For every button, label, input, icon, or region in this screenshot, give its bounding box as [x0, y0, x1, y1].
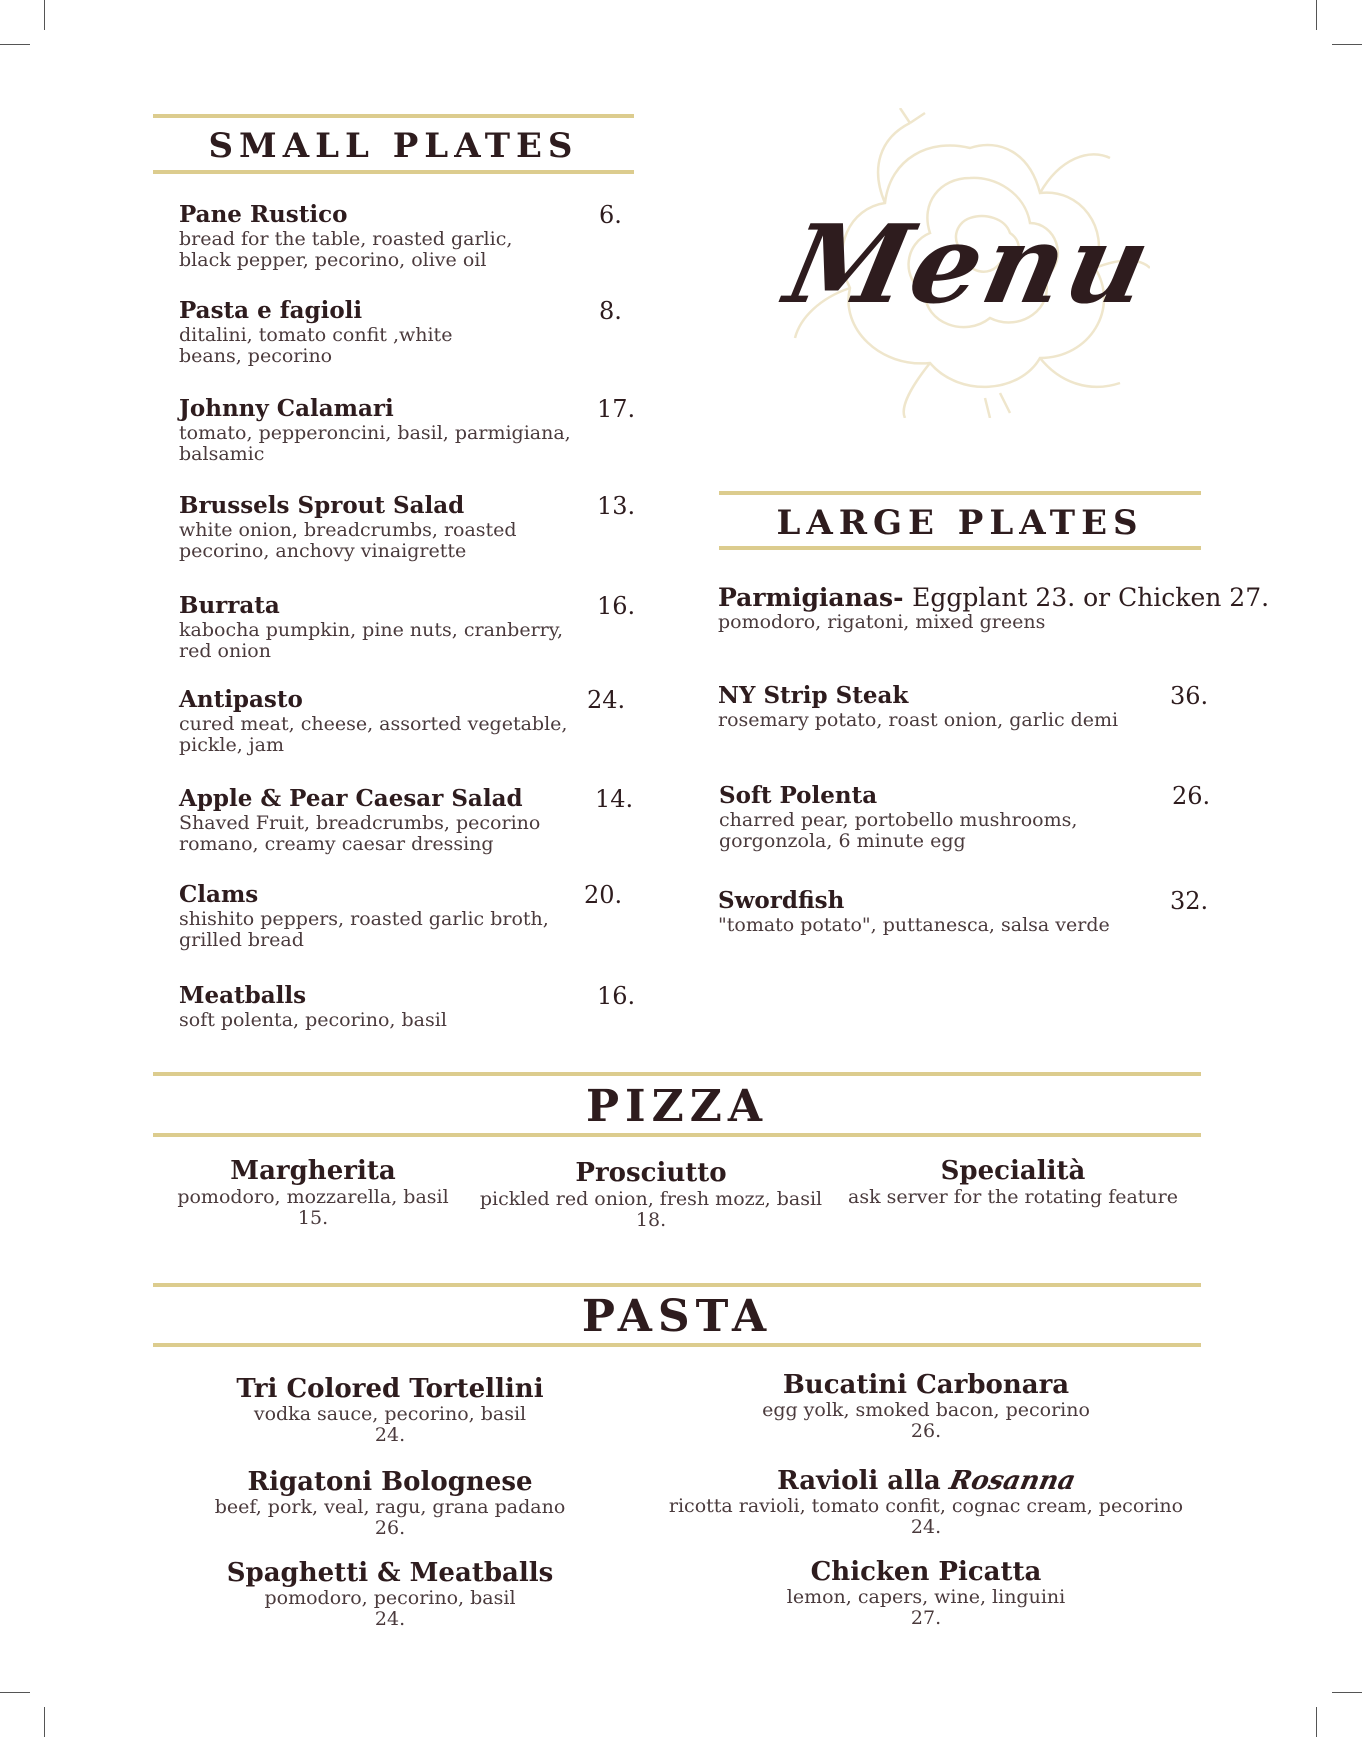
- small-plate-item: [179, 201, 622, 271]
- item-price: 24.: [910, 1516, 942, 1538]
- parmigianas-options: Eggplant 23. or Chicken 27.: [912, 583, 1270, 612]
- small-plate-item: [179, 881, 623, 951]
- item-description: cured meat, cheese, assorted vegetable, pickle, jam: [179, 713, 568, 756]
- item-description: egg yolk, smoked bacon, pecorino: [762, 1399, 1090, 1421]
- item-price: 13.: [597, 492, 636, 520]
- rosanna-script: Rosanna: [946, 1466, 1079, 1496]
- pasta-item: [726, 1370, 1126, 1442]
- small-plate-item: [179, 492, 636, 562]
- item-description: lemon, capers, wine, linguini: [786, 1586, 1066, 1608]
- item-price: 24.: [587, 686, 626, 714]
- heading-rule: [719, 491, 1201, 495]
- pasta-item: [666, 1466, 1186, 1538]
- item-name: Soft Polenta: [719, 782, 878, 809]
- heading-rule: [153, 1072, 1201, 1076]
- item-name: Burrata: [179, 592, 280, 619]
- item-description: ask server for the rotating feature: [848, 1186, 1178, 1208]
- item-name: [718, 583, 1270, 612]
- item-description: soft polenta, pecorino, basil: [179, 1009, 447, 1031]
- small-plate-item: [179, 395, 636, 465]
- heading-rule: [153, 1133, 1201, 1137]
- item-description: vodka sauce, pecorino, basil: [253, 1403, 527, 1425]
- item-price: 26.: [910, 1420, 942, 1442]
- small-plate-item: [179, 592, 636, 662]
- item-price: 24.: [374, 1608, 406, 1630]
- item-description: shishito peppers, roasted garlic broth, grilled bread: [179, 908, 549, 951]
- item-name: Specialità: [940, 1156, 1086, 1186]
- item-name: [666, 1466, 1186, 1496]
- item-description: white onion, breadcrumbs, roasted pecorino, anchovy vinaigrette: [179, 519, 517, 562]
- item-name: Antipasto: [179, 686, 303, 713]
- item-description: pomodoro, pecorino, basil: [264, 1587, 516, 1609]
- pasta-heading: PASTA: [581, 1291, 773, 1342]
- heading-rule: [719, 546, 1201, 550]
- item-description: kabocha pumpkin, pine nuts, cranberry, red onion: [179, 619, 563, 662]
- item-description: pickled red onion, fresh mozz, basil: [479, 1188, 823, 1210]
- item-description: pomodoro, mozzarella, basil: [177, 1186, 449, 1208]
- pasta-item: [190, 1467, 590, 1539]
- pizza-item: [163, 1155, 463, 1229]
- item-name: Bucatini Carbonara: [782, 1370, 1070, 1400]
- parmigianas-name: Parmigianas-: [718, 583, 904, 612]
- crop-mark: [1332, 1692, 1362, 1693]
- item-name: Rigatoni Bolognese: [247, 1467, 533, 1497]
- crop-mark: [1316, 0, 1317, 30]
- item-name: Chicken Picatta: [810, 1557, 1042, 1587]
- crop-mark: [1316, 1707, 1317, 1737]
- item-price: 6.: [599, 201, 622, 229]
- pasta-item: [190, 1558, 590, 1630]
- item-price: 36.: [1170, 682, 1209, 710]
- item-name: Prosciutto: [575, 1158, 727, 1188]
- item-price: 17.: [597, 395, 636, 423]
- item-description: charred pear, portobello mushrooms, gorgonzola, 6 minute egg: [719, 809, 1078, 852]
- item-description: "tomato potato", puttanesca, salsa verde: [718, 914, 1110, 936]
- item-description: ricotta ravioli, tomato confit, cognac cream, pecorino: [668, 1495, 1184, 1517]
- item-description: ditalini, tomato confit ,white beans, pecorino: [179, 324, 453, 367]
- item-name: Pane Rustico: [179, 201, 348, 228]
- item-name: Clams: [179, 881, 259, 908]
- small-plates-heading: SMALL PLATES: [208, 126, 579, 166]
- item-name: Johnny Calamari: [179, 395, 394, 422]
- item-name: NY Strip Steak: [718, 682, 909, 709]
- heading-rule: [153, 114, 634, 118]
- item-price: 32.: [1170, 887, 1209, 915]
- item-description: bread for the table, roasted garlic, black pepper, pecorino, olive oil: [179, 228, 513, 271]
- large-plate-item: [719, 782, 1209, 852]
- item-price: 26.: [1172, 782, 1211, 810]
- small-plate-item: [179, 785, 634, 855]
- item-price: 15.: [297, 1207, 329, 1229]
- pizza-item: [845, 1155, 1181, 1208]
- item-name: Swordfish: [718, 887, 845, 914]
- large-plate-item: [718, 682, 1208, 731]
- crop-mark: [0, 44, 30, 45]
- item-price: 20.: [584, 881, 623, 909]
- item-price: 26.: [374, 1517, 406, 1539]
- crop-mark: [44, 0, 45, 30]
- item-description: pomodoro, rigatoni, mixed greens: [718, 611, 1046, 633]
- large-plate-item: [718, 583, 1270, 633]
- pizza-item: [475, 1157, 827, 1231]
- pasta-item: [190, 1374, 590, 1446]
- item-name: Margherita: [230, 1156, 396, 1186]
- pasta-item: [726, 1557, 1126, 1629]
- crop-mark: [0, 1692, 30, 1693]
- heading-rule: [153, 1343, 1201, 1347]
- item-name: Pasta e fagioli: [179, 297, 363, 324]
- heading-rule: [153, 1283, 1201, 1287]
- item-name: Brussels Sprout Salad: [179, 492, 465, 519]
- item-price: 14.: [595, 785, 634, 813]
- crop-mark: [1332, 44, 1362, 45]
- crop-mark: [44, 1707, 45, 1737]
- large-plates-heading: LARGE PLATES: [776, 503, 1144, 543]
- item-description: Shaved Fruit, breadcrumbs, pecorino romano, creamy caesar dressing: [179, 812, 541, 855]
- pizza-heading: PIZZA: [585, 1081, 769, 1132]
- item-name: Meatballs: [179, 982, 307, 1009]
- ravioli-name: Ravioli alla: [777, 1466, 941, 1496]
- item-price: 8.: [599, 297, 622, 325]
- large-plate-item: [718, 887, 1208, 936]
- item-description: tomato, pepperoncini, basil, parmigiana, balsamic: [179, 422, 571, 465]
- item-price: 24.: [374, 1424, 406, 1446]
- heading-rule: [153, 170, 634, 174]
- item-price: 18.: [635, 1209, 667, 1231]
- item-name: Apple & Pear Caesar Salad: [179, 785, 523, 812]
- small-plate-item: [179, 982, 636, 1031]
- small-plate-item: [179, 686, 626, 756]
- item-description: rosemary potato, roast onion, garlic demi: [718, 709, 1119, 731]
- item-price: 27.: [910, 1607, 942, 1629]
- small-plate-item: [179, 297, 622, 367]
- item-description: beef, pork, veal, ragu, grana padano: [214, 1496, 566, 1518]
- item-name: Tri Colored Tortellini: [236, 1374, 544, 1404]
- item-price: 16.: [597, 592, 636, 620]
- item-name: Spaghetti & Meatballs: [226, 1558, 554, 1588]
- menu-title: Menu: [775, 202, 1165, 328]
- item-price: 16.: [597, 982, 636, 1010]
